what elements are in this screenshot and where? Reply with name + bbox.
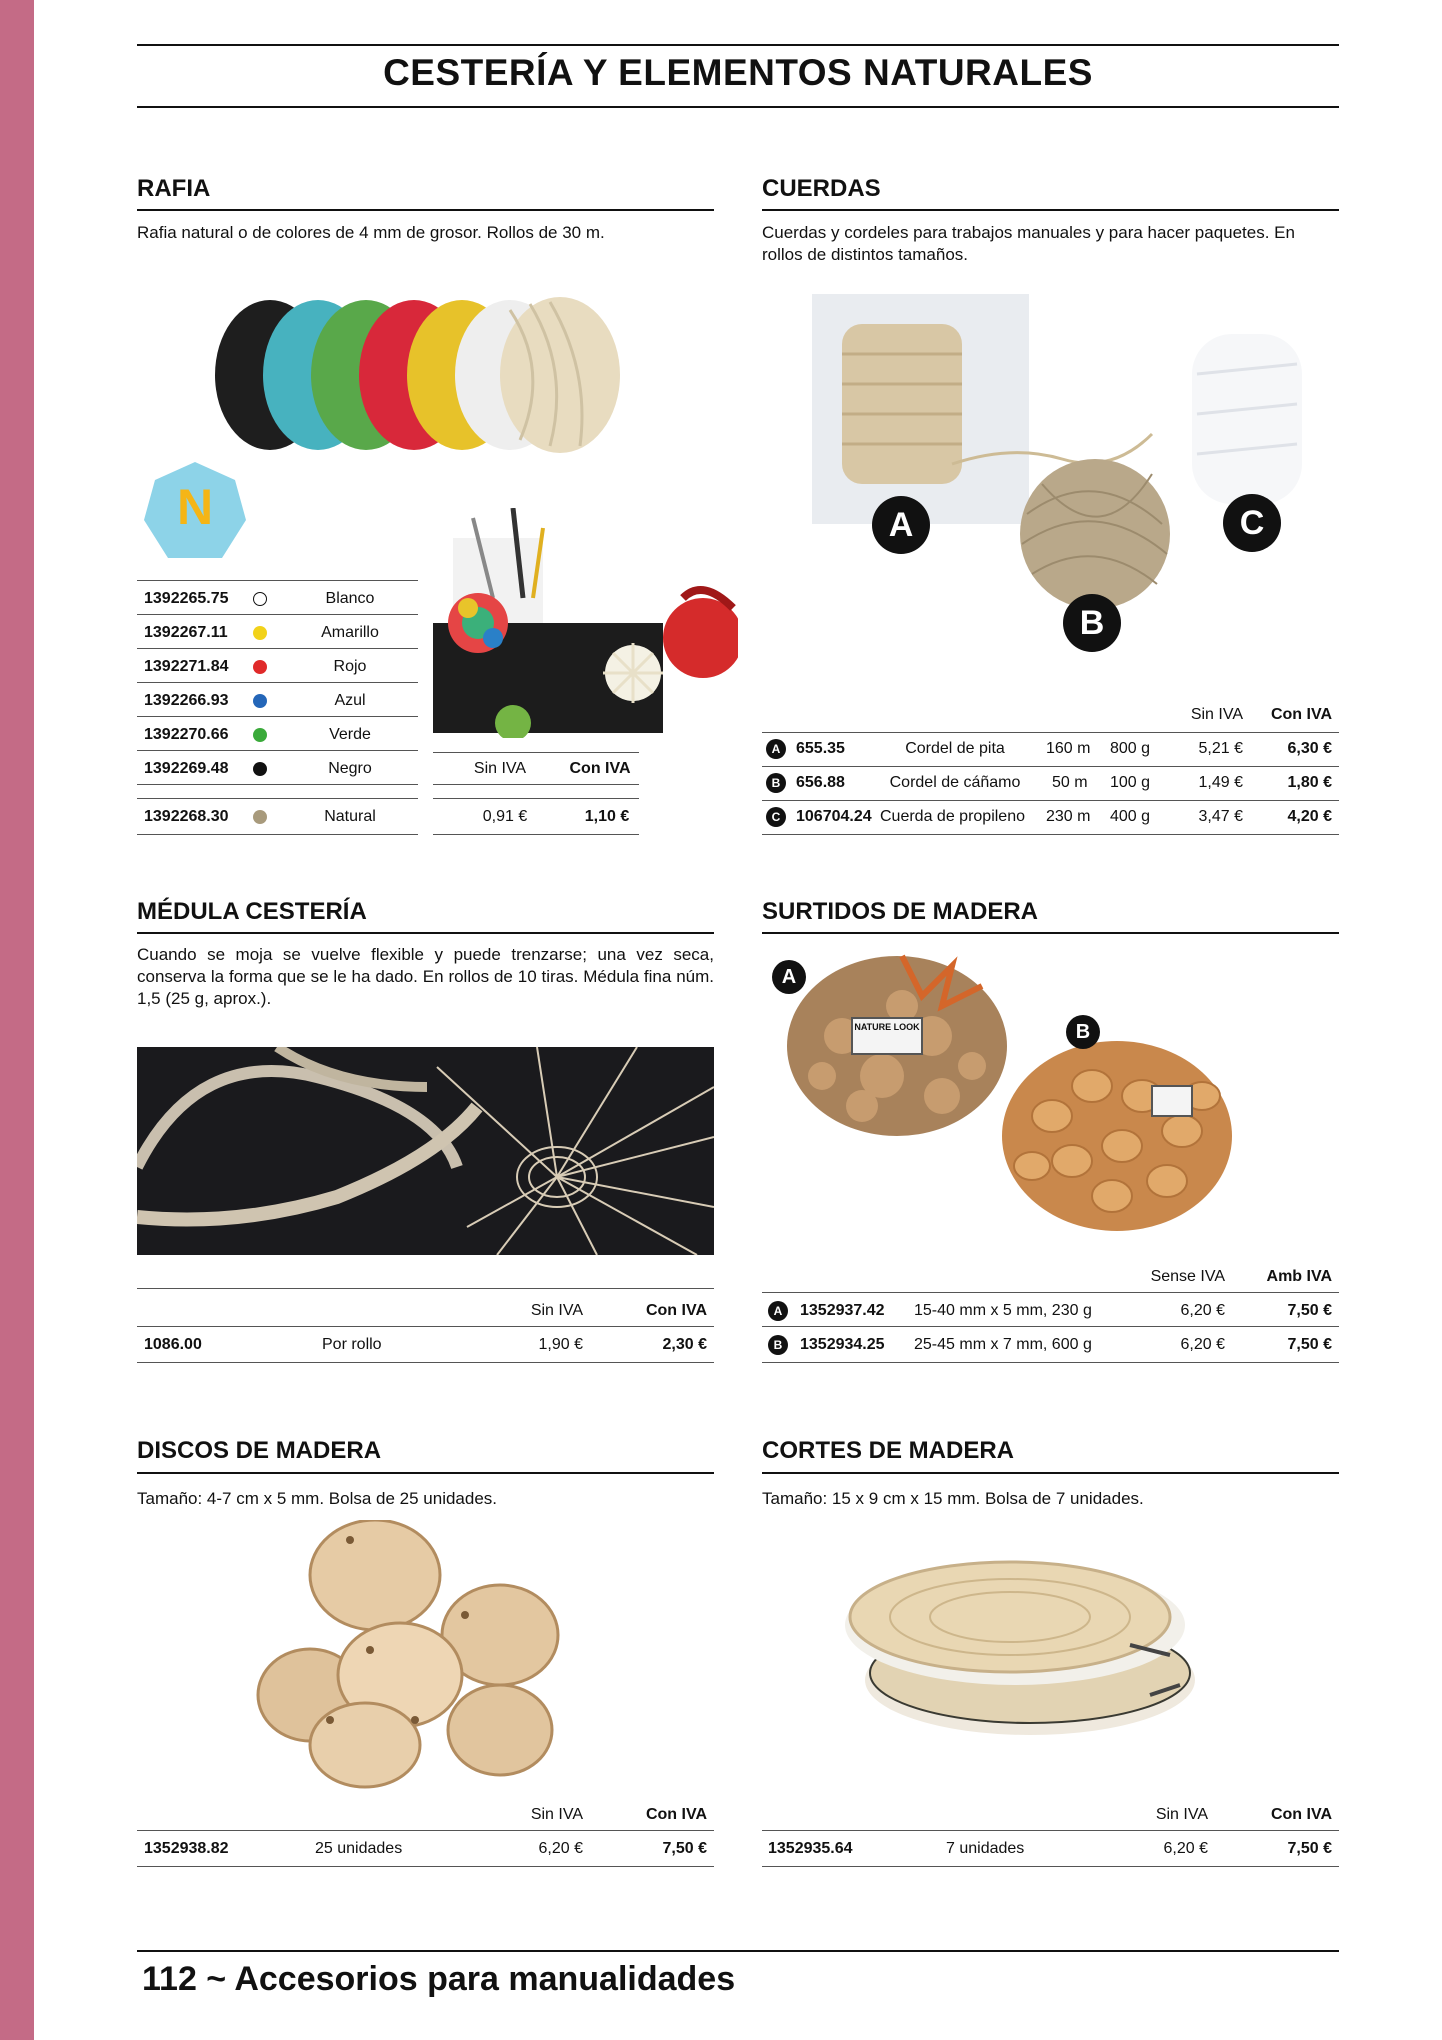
row-marker: A [766,739,786,759]
cuerdas-weight: 800 g [1110,740,1151,757]
nature-look-label: NATURE LOOK [854,1022,920,1032]
surtidos-desc: 25-45 mm x 7 mm, 600 g [914,1336,1092,1353]
rafia-gift-image [433,508,738,738]
discos-header-con: Con IVA [645,1806,707,1823]
surtidos-sin: 6,20 € [1180,1302,1225,1319]
discos-sin: 6,20 € [538,1840,583,1857]
medula-con: 2,30 € [662,1336,707,1353]
cortes-header-sin: Sin IVA [1155,1806,1208,1823]
surtidos-header-sin: Sense IVA [1150,1268,1225,1285]
cuerdas-sin: 3,47 € [1198,808,1243,825]
cuerdas-weight: 100 g [1110,774,1151,791]
surtidos-con: 7,50 € [1287,1302,1332,1319]
rafia-title: RAFIA [137,175,211,202]
cuerdas-sin: 1,49 € [1198,774,1243,791]
rafia-color-name: Azul [334,692,366,709]
rafia-code: 1392265.75 [144,590,229,607]
rafia-rule [137,209,714,211]
medula-rule [137,932,714,934]
cuerdas-description: Cuerdas y cordeles para trabajos manuales y para hacer paquetes. En rollos de distintos tamaños. [762,223,1295,264]
color-dot [253,810,267,824]
cuerdas-code: 655.35 [796,740,845,757]
cortes-unit: 7 unidades [946,1840,1025,1857]
medula-header-sin: Sin IVA [530,1302,583,1319]
cuerdas-rule [762,209,1339,211]
cuerdas-name: Cuerda de propileno [880,808,1025,825]
price-sin: 0,91 € [482,808,528,825]
cuerdas-image [812,294,1332,654]
cuerdas-length: 160 m [1046,740,1091,757]
rafia-color-name: Rojo [333,658,367,675]
color-dot [253,728,267,742]
page-edge-band [0,0,34,2040]
surtidos-desc: 15-40 mm x 5 mm, 230 g [914,1302,1092,1319]
row-marker: B [766,773,786,793]
title-top-rule [137,44,1339,46]
medula-image [137,1047,714,1255]
cuerdas-con: 1,80 € [1287,774,1332,791]
cuerdas-code: 656.88 [796,774,845,791]
row-marker: A [768,1301,788,1321]
rafia-code: 1392266.93 [144,692,229,709]
surtidos-con: 7,50 € [1287,1336,1332,1353]
price-header-con: Con IVA [569,760,631,777]
page-title: CESTERÍA Y ELEMENTOS NATURALES [383,52,1093,93]
cortes-header-con: Con IVA [1270,1806,1332,1823]
discos-code: 1352938.82 [144,1840,229,1857]
marker-b: B [1063,594,1121,652]
marker-a: A [772,960,806,994]
surtidos-header-con: Amb IVA [1266,1268,1332,1285]
page-footer: 112 ~ Accesorios para manualidades [142,1960,736,1998]
color-dot [253,660,267,674]
n-badge-letter: N [176,479,214,535]
rafia-code: 1392270.66 [144,726,229,743]
rafia-color-name: Natural [324,808,376,825]
cortes-image [830,1545,1220,1765]
medula-code: 1086.00 [144,1336,202,1353]
surtidos-code: 1352934.25 [800,1336,885,1353]
title-bottom-rule [137,106,1339,108]
color-dot [253,626,267,640]
discos-header-sin: Sin IVA [530,1806,583,1823]
cortes-title: CORTES DE MADERA [762,1437,1015,1464]
rafia-color-name: Verde [329,726,371,743]
rafia-code: 1392269.48 [144,760,229,777]
cortes-con: 7,50 € [1287,1840,1332,1857]
surtidos-image [772,946,1272,1246]
cuerdas-header-sin: Sin IVA [1190,706,1243,723]
medula-title: MÉDULA CESTERÍA [137,898,367,925]
medula-header-con: Con IVA [645,1302,707,1319]
discos-rule [137,1472,714,1474]
price-con: 1,10 € [584,808,630,825]
rafia-code: 1392267.11 [144,624,228,641]
discos-image [250,1520,570,1790]
rafia-code: 1392268.30 [144,808,229,825]
cuerdas-code: 106704.24 [796,808,872,825]
rafia-rolls-image [210,290,640,460]
surtidos-sin: 6,20 € [1180,1336,1225,1353]
discos-unit: 25 unidades [315,1840,403,1857]
rafia-code: 1392271.84 [144,658,229,675]
footer-rule [137,1950,1339,1952]
marker-c: C [1223,494,1281,552]
cuerdas-length: 50 m [1052,774,1088,791]
rafia-color-name: Amarillo [321,624,379,641]
marker-a: A [872,496,930,554]
color-dot [253,694,267,708]
rafia-color-name: Negro [328,760,372,777]
cuerdas-con: 4,20 € [1287,808,1332,825]
cuerdas-name: Cordel de pita [905,740,1005,757]
rafia-description: Rafia natural o de colores de 4 mm de grosor. Rollos de 30 m. [137,223,605,242]
cuerdas-title: CUERDAS [762,175,881,202]
rafia-color-name: Blanco [325,590,375,607]
cortes-description: Tamaño: 15 x 9 cm x 15 mm. Bolsa de 7 unidades. [762,1489,1144,1508]
cuerdas-con: 6,30 € [1287,740,1332,757]
cuerdas-weight: 400 g [1110,808,1151,825]
color-dot [253,762,267,776]
discos-title: DISCOS DE MADERA [137,1437,382,1464]
cortes-rule [762,1472,1339,1474]
medula-description: Cuando se moja se vuelve flexible y puede trenzarse; una vez seca, conserva la forma que se le ha dado. En rollos de 10 tiras. Médula fina núm. 1,5 (25 g, aprox.). [137,945,714,1008]
cortes-sin: 6,20 € [1163,1840,1208,1857]
cuerdas-sin: 5,21 € [1198,740,1243,757]
surtidos-code: 1352937.42 [800,1302,885,1319]
surtidos-title: SURTIDOS DE MADERA [762,898,1039,925]
price-header-sin: Sin IVA [473,760,527,777]
color-dot [253,592,267,606]
cuerdas-length: 230 m [1046,808,1091,825]
discos-description: Tamaño: 4-7 cm x 5 mm. Bolsa de 25 unidades. [137,1489,498,1508]
cuerdas-name: Cordel de cáñamo [889,774,1021,791]
discos-con: 7,50 € [662,1840,707,1857]
marker-b: B [1066,1015,1100,1049]
row-marker: C [766,807,786,827]
row-marker: B [768,1335,788,1355]
surtidos-rule [762,932,1339,934]
medula-unit: Por rollo [322,1336,382,1353]
cuerdas-header-con: Con IVA [1270,706,1332,723]
cortes-code: 1352935.64 [768,1840,853,1857]
medula-sin: 1,90 € [538,1336,583,1353]
